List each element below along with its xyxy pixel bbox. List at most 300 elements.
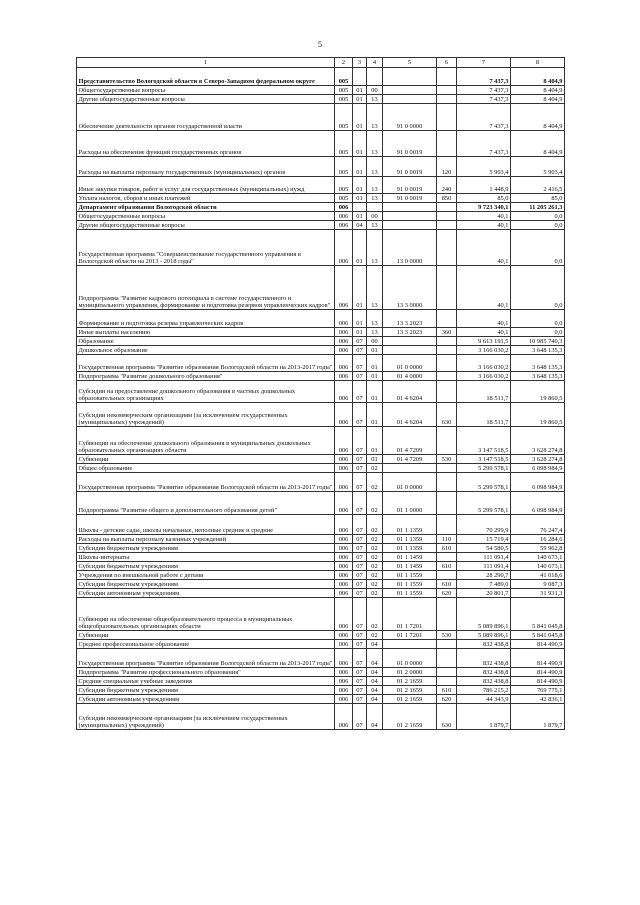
row-code-cell: 006 [335, 328, 353, 337]
row-name-cell: Субсидии автономным учреждениям [77, 589, 335, 598]
row-amount-1-cell: 9 613 191,5 [457, 337, 511, 346]
row-target-article-cell: 01 1 1559 [383, 589, 437, 598]
row-section-cell: 07 [353, 515, 367, 535]
table-row [77, 631, 565, 640]
row-target-article-cell [383, 95, 437, 104]
row-subsection-cell: 04 [367, 677, 383, 686]
row-code-cell: 005 [335, 194, 353, 203]
row-amount-1-cell: 3 166 030,2 [457, 346, 511, 355]
row-amount-2-cell: 3 628 274,8 [511, 455, 565, 464]
row-section-cell: 01 [353, 266, 367, 310]
row-amount-1-cell: 20 801,7 [457, 589, 511, 598]
row-section-cell: 01 [353, 157, 367, 177]
row-subsection-cell: 04 [367, 695, 383, 704]
table-row [77, 381, 565, 403]
row-section-cell: 01 [353, 177, 367, 194]
row-section-cell: 07 [353, 372, 367, 381]
row-target-article-cell: 01 4 7209 [383, 455, 437, 464]
table-row [77, 580, 565, 589]
row-amount-1-cell: 7 437,3 [457, 95, 511, 104]
row-expense-type-cell: 630 [437, 403, 457, 427]
row-expense-type-cell [437, 266, 457, 310]
column-header: 5 [383, 58, 437, 68]
row-code-cell: 006 [335, 221, 353, 230]
row-expense-type-cell [437, 355, 457, 372]
row-expense-type-cell [437, 104, 457, 131]
row-name-cell: Школы - детские сады, школы начальные, неполные средние и средние [77, 515, 335, 535]
row-target-article-cell [383, 464, 437, 473]
row-code-cell: 006 [335, 427, 353, 455]
row-expense-type-cell [437, 221, 457, 230]
row-subsection-cell: 02 [367, 535, 383, 544]
table-row [77, 86, 565, 95]
row-subsection-cell: 02 [367, 492, 383, 515]
row-amount-2-cell: 814 490,9 [511, 640, 565, 649]
row-section-cell: 01 [353, 194, 367, 203]
table-row [77, 598, 565, 631]
row-code-cell: 006 [335, 492, 353, 515]
row-amount-1-cell: 5 089 896,1 [457, 598, 511, 631]
row-subsection-cell: 01 [367, 403, 383, 427]
column-header: 2 [335, 58, 353, 68]
row-code-cell: 005 [335, 95, 353, 104]
row-section-cell: 07 [353, 631, 367, 640]
table-row [77, 310, 565, 328]
row-target-article-cell: 13 3 2023 [383, 310, 437, 328]
row-amount-2-cell: 3 648 135,3 [511, 372, 565, 381]
row-name-cell: Общегосударственные вопросы [77, 86, 335, 95]
row-expense-type-cell: 610 [437, 562, 457, 571]
table-row [77, 668, 565, 677]
row-amount-1-cell: 3 147 518,5 [457, 427, 511, 455]
row-name-cell: Субвенции на обеспечение дошкольного образования в муниципальных дошкольных образовательных организациях области [77, 427, 335, 455]
row-target-article-cell: 01 1 1359 [383, 515, 437, 535]
table-row [77, 492, 565, 515]
row-section-cell: 07 [353, 473, 367, 492]
row-amount-1-cell: 3 147 518,5 [457, 455, 511, 464]
row-expense-type-cell [437, 571, 457, 580]
row-amount-2-cell: 8 404,9 [511, 104, 565, 131]
row-target-article-cell: 01 0 0000 [383, 473, 437, 492]
row-amount-2-cell: 814 490,9 [511, 668, 565, 677]
row-target-article-cell: 01 4 6204 [383, 403, 437, 427]
row-amount-2-cell: 19 860,5 [511, 403, 565, 427]
row-subsection-cell [367, 68, 383, 86]
row-target-article-cell: 91 0 0019 [383, 194, 437, 203]
row-expense-type-cell [437, 212, 457, 221]
row-target-article-cell: 01 1 1359 [383, 535, 437, 544]
row-section-cell: 01 [353, 95, 367, 104]
row-expense-type-cell [437, 677, 457, 686]
row-section-cell: 01 [353, 230, 367, 266]
row-subsection-cell: 13 [367, 131, 383, 157]
row-name-cell: Субсидии на предоставление дошкольного образования в частных дошкольных образовательных организациях [77, 381, 335, 403]
row-code-cell: 006 [335, 640, 353, 649]
row-amount-2-cell: 16 284,6 [511, 535, 565, 544]
table-row [77, 177, 565, 194]
row-amount-2-cell: 19 860,5 [511, 381, 565, 403]
row-expense-type-cell [437, 95, 457, 104]
row-section-cell: 07 [353, 553, 367, 562]
row-target-article-cell: 91 0 0019 [383, 131, 437, 157]
row-amount-1-cell: 1 448,9 [457, 177, 511, 194]
table-row [77, 221, 565, 230]
table-row [77, 704, 565, 730]
row-target-article-cell [383, 337, 437, 346]
row-code-cell: 006 [335, 535, 353, 544]
row-amount-2-cell: 140 673,1 [511, 562, 565, 571]
row-target-article-cell: 01 2 1659 [383, 704, 437, 730]
row-subsection-cell: 02 [367, 598, 383, 631]
row-name-cell: Департамент образования Вологодской области [77, 203, 335, 212]
row-amount-2-cell: 5 841 045,8 [511, 631, 565, 640]
row-code-cell: 005 [335, 86, 353, 95]
row-subsection-cell: 13 [367, 177, 383, 194]
row-target-article-cell: 01 0 0000 [383, 355, 437, 372]
row-code-cell: 005 [335, 68, 353, 86]
table-row [77, 355, 565, 372]
row-expense-type-cell [437, 492, 457, 515]
row-subsection-cell: 13 [367, 95, 383, 104]
row-code-cell: 006 [335, 266, 353, 310]
row-target-article-cell: 01 2 1659 [383, 686, 437, 695]
row-name-cell: Расходы на выплаты персоналу казенных учреждений [77, 535, 335, 544]
row-amount-1-cell: 832 438,8 [457, 677, 511, 686]
row-name-cell: Субсидии некоммерческим организациям (за исключением государственных (муниципальных) учреждений) [77, 704, 335, 730]
row-section-cell: 07 [353, 403, 367, 427]
row-expense-type-cell: 620 [437, 695, 457, 704]
row-code-cell: 006 [335, 649, 353, 668]
row-section-cell [353, 203, 367, 212]
row-target-article-cell: 91 0 0000 [383, 104, 437, 131]
row-subsection-cell: 13 [367, 266, 383, 310]
budget-table [76, 57, 565, 730]
row-code-cell: 006 [335, 455, 353, 464]
row-subsection-cell: 02 [367, 553, 383, 562]
table-row [77, 677, 565, 686]
row-target-article-cell: 91 0 0019 [383, 157, 437, 177]
row-target-article-cell: 01 1 7201 [383, 598, 437, 631]
row-amount-1-cell: 40,1 [457, 230, 511, 266]
table-row [77, 131, 565, 157]
row-code-cell: 006 [335, 553, 353, 562]
row-section-cell: 07 [353, 455, 367, 464]
row-code-cell: 005 [335, 177, 353, 194]
row-amount-2-cell: 11 205 261,3 [511, 203, 565, 212]
row-amount-2-cell: 3 648 135,3 [511, 355, 565, 372]
row-section-cell: 07 [353, 571, 367, 580]
row-amount-2-cell: 0,0 [511, 310, 565, 328]
row-section-cell: 07 [353, 337, 367, 346]
row-target-article-cell: 01 1 1459 [383, 562, 437, 571]
row-name-cell: Учреждения по внешкольной работе с детьми [77, 571, 335, 580]
row-name-cell: Общее образование [77, 464, 335, 473]
row-amount-1-cell: 28 290,7 [457, 571, 511, 580]
column-header: 8 [511, 58, 565, 68]
row-section-cell: 07 [353, 649, 367, 668]
row-name-cell: Иные выплаты населению [77, 328, 335, 337]
row-expense-type-cell [437, 598, 457, 631]
row-name-cell: Субсидии бюджетным учреждениям [77, 686, 335, 695]
table-row [77, 427, 565, 455]
row-expense-type-cell [437, 464, 457, 473]
row-amount-1-cell: 15 719,4 [457, 535, 511, 544]
row-target-article-cell: 01 1 1559 [383, 580, 437, 589]
row-subsection-cell: 13 [367, 310, 383, 328]
row-subsection-cell: 00 [367, 337, 383, 346]
row-target-article-cell: 01 2 1659 [383, 677, 437, 686]
row-amount-1-cell: 832 438,8 [457, 640, 511, 649]
row-amount-2-cell: 6 098 984,9 [511, 492, 565, 515]
row-code-cell: 006 [335, 580, 353, 589]
row-code-cell: 005 [335, 157, 353, 177]
row-amount-1-cell: 832 438,8 [457, 668, 511, 677]
row-name-cell: Субсидии бюджетным учреждениям [77, 580, 335, 589]
row-amount-1-cell: 5 299 578,1 [457, 473, 511, 492]
row-section-cell: 07 [353, 677, 367, 686]
row-amount-2-cell: 3 628 274,8 [511, 427, 565, 455]
row-section-cell: 07 [353, 464, 367, 473]
page-number: 5 [318, 40, 322, 49]
row-name-cell: Обеспечение деятельности органов государственной власти [77, 104, 335, 131]
row-name-cell: Государственная программа "Развитие образования Вологодской области на 2013-2017 годы" [77, 649, 335, 668]
row-amount-2-cell: 5 903,4 [511, 157, 565, 177]
row-name-cell: Другие общегосударственные вопросы [77, 221, 335, 230]
row-expense-type-cell: 530 [437, 455, 457, 464]
row-expense-type-cell: 610 [437, 544, 457, 553]
row-name-cell: Подпрограмма "Развитие кадрового потенциала в системе государственного и муниципального управления, формирование и подготовка резервов управленческих кадров" [77, 266, 335, 310]
row-amount-1-cell: 40,1 [457, 310, 511, 328]
row-amount-1-cell: 3 166 030,2 [457, 372, 511, 381]
row-section-cell: 07 [353, 492, 367, 515]
row-amount-2-cell: 5 841 045,8 [511, 598, 565, 631]
row-amount-1-cell: 9 723 340,1 [457, 203, 511, 212]
row-section-cell: 01 [353, 86, 367, 95]
row-code-cell: 006 [335, 695, 353, 704]
row-section-cell: 07 [353, 346, 367, 355]
table-row [77, 686, 565, 695]
row-amount-1-cell: 54 580,5 [457, 544, 511, 553]
row-code-cell: 006 [335, 562, 353, 571]
table-row [77, 553, 565, 562]
row-code-cell: 006 [335, 381, 353, 403]
row-amount-2-cell: 8 404,9 [511, 68, 565, 86]
row-amount-2-cell: 769 775,1 [511, 686, 565, 695]
row-expense-type-cell: 850 [437, 194, 457, 203]
row-name-cell: Иные закупки товаров, работ и услуг для государственных (муниципальных) нужд [77, 177, 335, 194]
column-header: 6 [437, 58, 457, 68]
row-expense-type-cell [437, 86, 457, 95]
row-subsection-cell: 04 [367, 686, 383, 695]
row-amount-2-cell: 814 490,9 [511, 649, 565, 668]
row-name-cell: Подпрограмма "Развитие общего и дополнительного образования детей" [77, 492, 335, 515]
row-section-cell: 04 [353, 221, 367, 230]
row-amount-2-cell: 10 985 740,3 [511, 337, 565, 346]
row-target-article-cell: 01 1 1459 [383, 553, 437, 562]
row-subsection-cell: 13 [367, 157, 383, 177]
table-row [77, 203, 565, 212]
row-code-cell: 006 [335, 203, 353, 212]
row-section-cell: 07 [353, 355, 367, 372]
table-row [77, 640, 565, 649]
row-section-cell: 07 [353, 640, 367, 649]
table-row [77, 589, 565, 598]
row-subsection-cell: 04 [367, 649, 383, 668]
row-code-cell: 005 [335, 104, 353, 131]
row-expense-type-cell: 610 [437, 580, 457, 589]
row-subsection-cell: 02 [367, 580, 383, 589]
row-code-cell: 006 [335, 346, 353, 355]
row-amount-1-cell: 111 091,4 [457, 553, 511, 562]
row-section-cell: 01 [353, 212, 367, 221]
row-expense-type-cell: 620 [437, 589, 457, 598]
row-code-cell: 006 [335, 464, 353, 473]
row-expense-type-cell [437, 131, 457, 157]
row-section-cell: 07 [353, 544, 367, 553]
row-amount-1-cell: 5 299 578,1 [457, 464, 511, 473]
row-amount-2-cell: 0,0 [511, 266, 565, 310]
row-name-cell: Расходы на обеспечение функций государственных органов [77, 131, 335, 157]
row-section-cell: 01 [353, 131, 367, 157]
row-code-cell: 006 [335, 631, 353, 640]
row-amount-1-cell: 70 299,9 [457, 515, 511, 535]
row-name-cell: Подпрограмма "Развитие дошкольного образования" [77, 372, 335, 381]
table-row [77, 104, 565, 131]
row-name-cell: Расходы на выплаты персоналу государственных (муниципальных) органов [77, 157, 335, 177]
row-name-cell: Школы-интернаты [77, 553, 335, 562]
row-expense-type-cell [437, 427, 457, 455]
row-target-article-cell: 91 0 0019 [383, 177, 437, 194]
row-amount-2-cell: 814 490,9 [511, 677, 565, 686]
row-name-cell: Представительство Вологодской области в Северо-Западном федеральном округе [77, 68, 335, 86]
row-subsection-cell: 01 [367, 427, 383, 455]
row-subsection-cell: 13 [367, 221, 383, 230]
row-section-cell: 07 [353, 704, 367, 730]
table-row [77, 455, 565, 464]
row-amount-2-cell: 41 018,6 [511, 571, 565, 580]
row-amount-1-cell: 85,0 [457, 194, 511, 203]
row-name-cell: Субвенции [77, 455, 335, 464]
row-amount-2-cell: 0,0 [511, 328, 565, 337]
row-section-cell: 01 [353, 328, 367, 337]
row-expense-type-cell [437, 310, 457, 328]
row-name-cell: Образование [77, 337, 335, 346]
row-code-cell: 006 [335, 571, 353, 580]
row-subsection-cell: 04 [367, 640, 383, 649]
row-name-cell: Дошкольное образование [77, 346, 335, 355]
row-amount-2-cell: 59 962,8 [511, 544, 565, 553]
row-amount-1-cell: 18 511,7 [457, 403, 511, 427]
row-section-cell: 07 [353, 598, 367, 631]
row-expense-type-cell [437, 668, 457, 677]
row-expense-type-cell [437, 372, 457, 381]
row-expense-type-cell: 240 [437, 177, 457, 194]
row-target-article-cell: 01 1 0000 [383, 492, 437, 515]
row-name-cell: Государственная программа "Совершенствование государственного управления в Вологодской области на 2013 - 2018 годы" [77, 230, 335, 266]
row-target-article-cell: 01 1 7201 [383, 631, 437, 640]
row-code-cell: 005 [335, 131, 353, 157]
row-amount-2-cell: 0,0 [511, 230, 565, 266]
row-amount-2-cell: 8 404,9 [511, 131, 565, 157]
row-subsection-cell: 02 [367, 571, 383, 580]
row-subsection-cell: 13 [367, 328, 383, 337]
row-subsection-cell: 01 [367, 346, 383, 355]
row-section-cell: 07 [353, 427, 367, 455]
row-name-cell: Общегосударственные вопросы [77, 212, 335, 221]
row-target-article-cell: 01 1 1559 [383, 571, 437, 580]
row-subsection-cell: 04 [367, 704, 383, 730]
table-row [77, 562, 565, 571]
row-name-cell: Субвенции [77, 631, 335, 640]
row-subsection-cell: 01 [367, 381, 383, 403]
row-code-cell: 006 [335, 355, 353, 372]
column-header: 1 [77, 58, 335, 68]
row-subsection-cell: 01 [367, 355, 383, 372]
row-code-cell: 006 [335, 403, 353, 427]
table-row [77, 230, 565, 266]
table-row [77, 157, 565, 177]
table-row [77, 266, 565, 310]
row-code-cell: 006 [335, 668, 353, 677]
row-amount-2-cell: 85,0 [511, 194, 565, 203]
row-code-cell: 006 [335, 337, 353, 346]
row-target-article-cell [383, 68, 437, 86]
table-row [77, 571, 565, 580]
row-amount-1-cell: 832 438,8 [457, 649, 511, 668]
row-amount-1-cell: 7 437,3 [457, 68, 511, 86]
row-code-cell: 006 [335, 515, 353, 535]
row-expense-type-cell [437, 346, 457, 355]
row-amount-1-cell: 7 437,3 [457, 86, 511, 95]
row-expense-type-cell [437, 68, 457, 86]
row-subsection-cell: 02 [367, 473, 383, 492]
row-amount-2-cell: 0,0 [511, 221, 565, 230]
row-amount-2-cell: 0,0 [511, 212, 565, 221]
row-amount-2-cell: 3 648 135,3 [511, 346, 565, 355]
column-header: 3 [353, 58, 367, 68]
row-name-cell: Формирование и подготовка резерва управленческих кадров [77, 310, 335, 328]
table-row [77, 68, 565, 86]
row-name-cell: Другие общегосударственные вопросы [77, 95, 335, 104]
row-expense-type-cell: 360 [437, 328, 457, 337]
column-header: 7 [457, 58, 511, 68]
row-section-cell: 07 [353, 535, 367, 544]
row-section-cell: 07 [353, 589, 367, 598]
row-subsection-cell: 02 [367, 589, 383, 598]
row-name-cell: Субсидии бюджетным учреждениям [77, 562, 335, 571]
row-subsection-cell: 02 [367, 631, 383, 640]
row-amount-2-cell: 8 404,9 [511, 86, 565, 95]
row-amount-1-cell: 7 437,3 [457, 131, 511, 157]
row-amount-2-cell: 6 098 984,9 [511, 464, 565, 473]
row-section-cell: 07 [353, 668, 367, 677]
row-target-article-cell: 01 1 1359 [383, 544, 437, 553]
row-name-cell: Государственная программа "Развитие образования Вологодской области на 2013-2017 годы" [77, 473, 335, 492]
row-target-article-cell: 13 3 0000 [383, 266, 437, 310]
row-amount-2-cell: 8 404,9 [511, 95, 565, 104]
row-target-article-cell: 01 4 0000 [383, 372, 437, 381]
row-subsection-cell: 02 [367, 515, 383, 535]
table-row [77, 535, 565, 544]
table-row [77, 403, 565, 427]
table-row [77, 194, 565, 203]
row-name-cell: Субсидии бюджетным учреждениям [77, 544, 335, 553]
row-expense-type-cell [437, 553, 457, 562]
table-row [77, 544, 565, 553]
row-code-cell: 006 [335, 473, 353, 492]
row-target-article-cell [383, 203, 437, 212]
table-row [77, 346, 565, 355]
